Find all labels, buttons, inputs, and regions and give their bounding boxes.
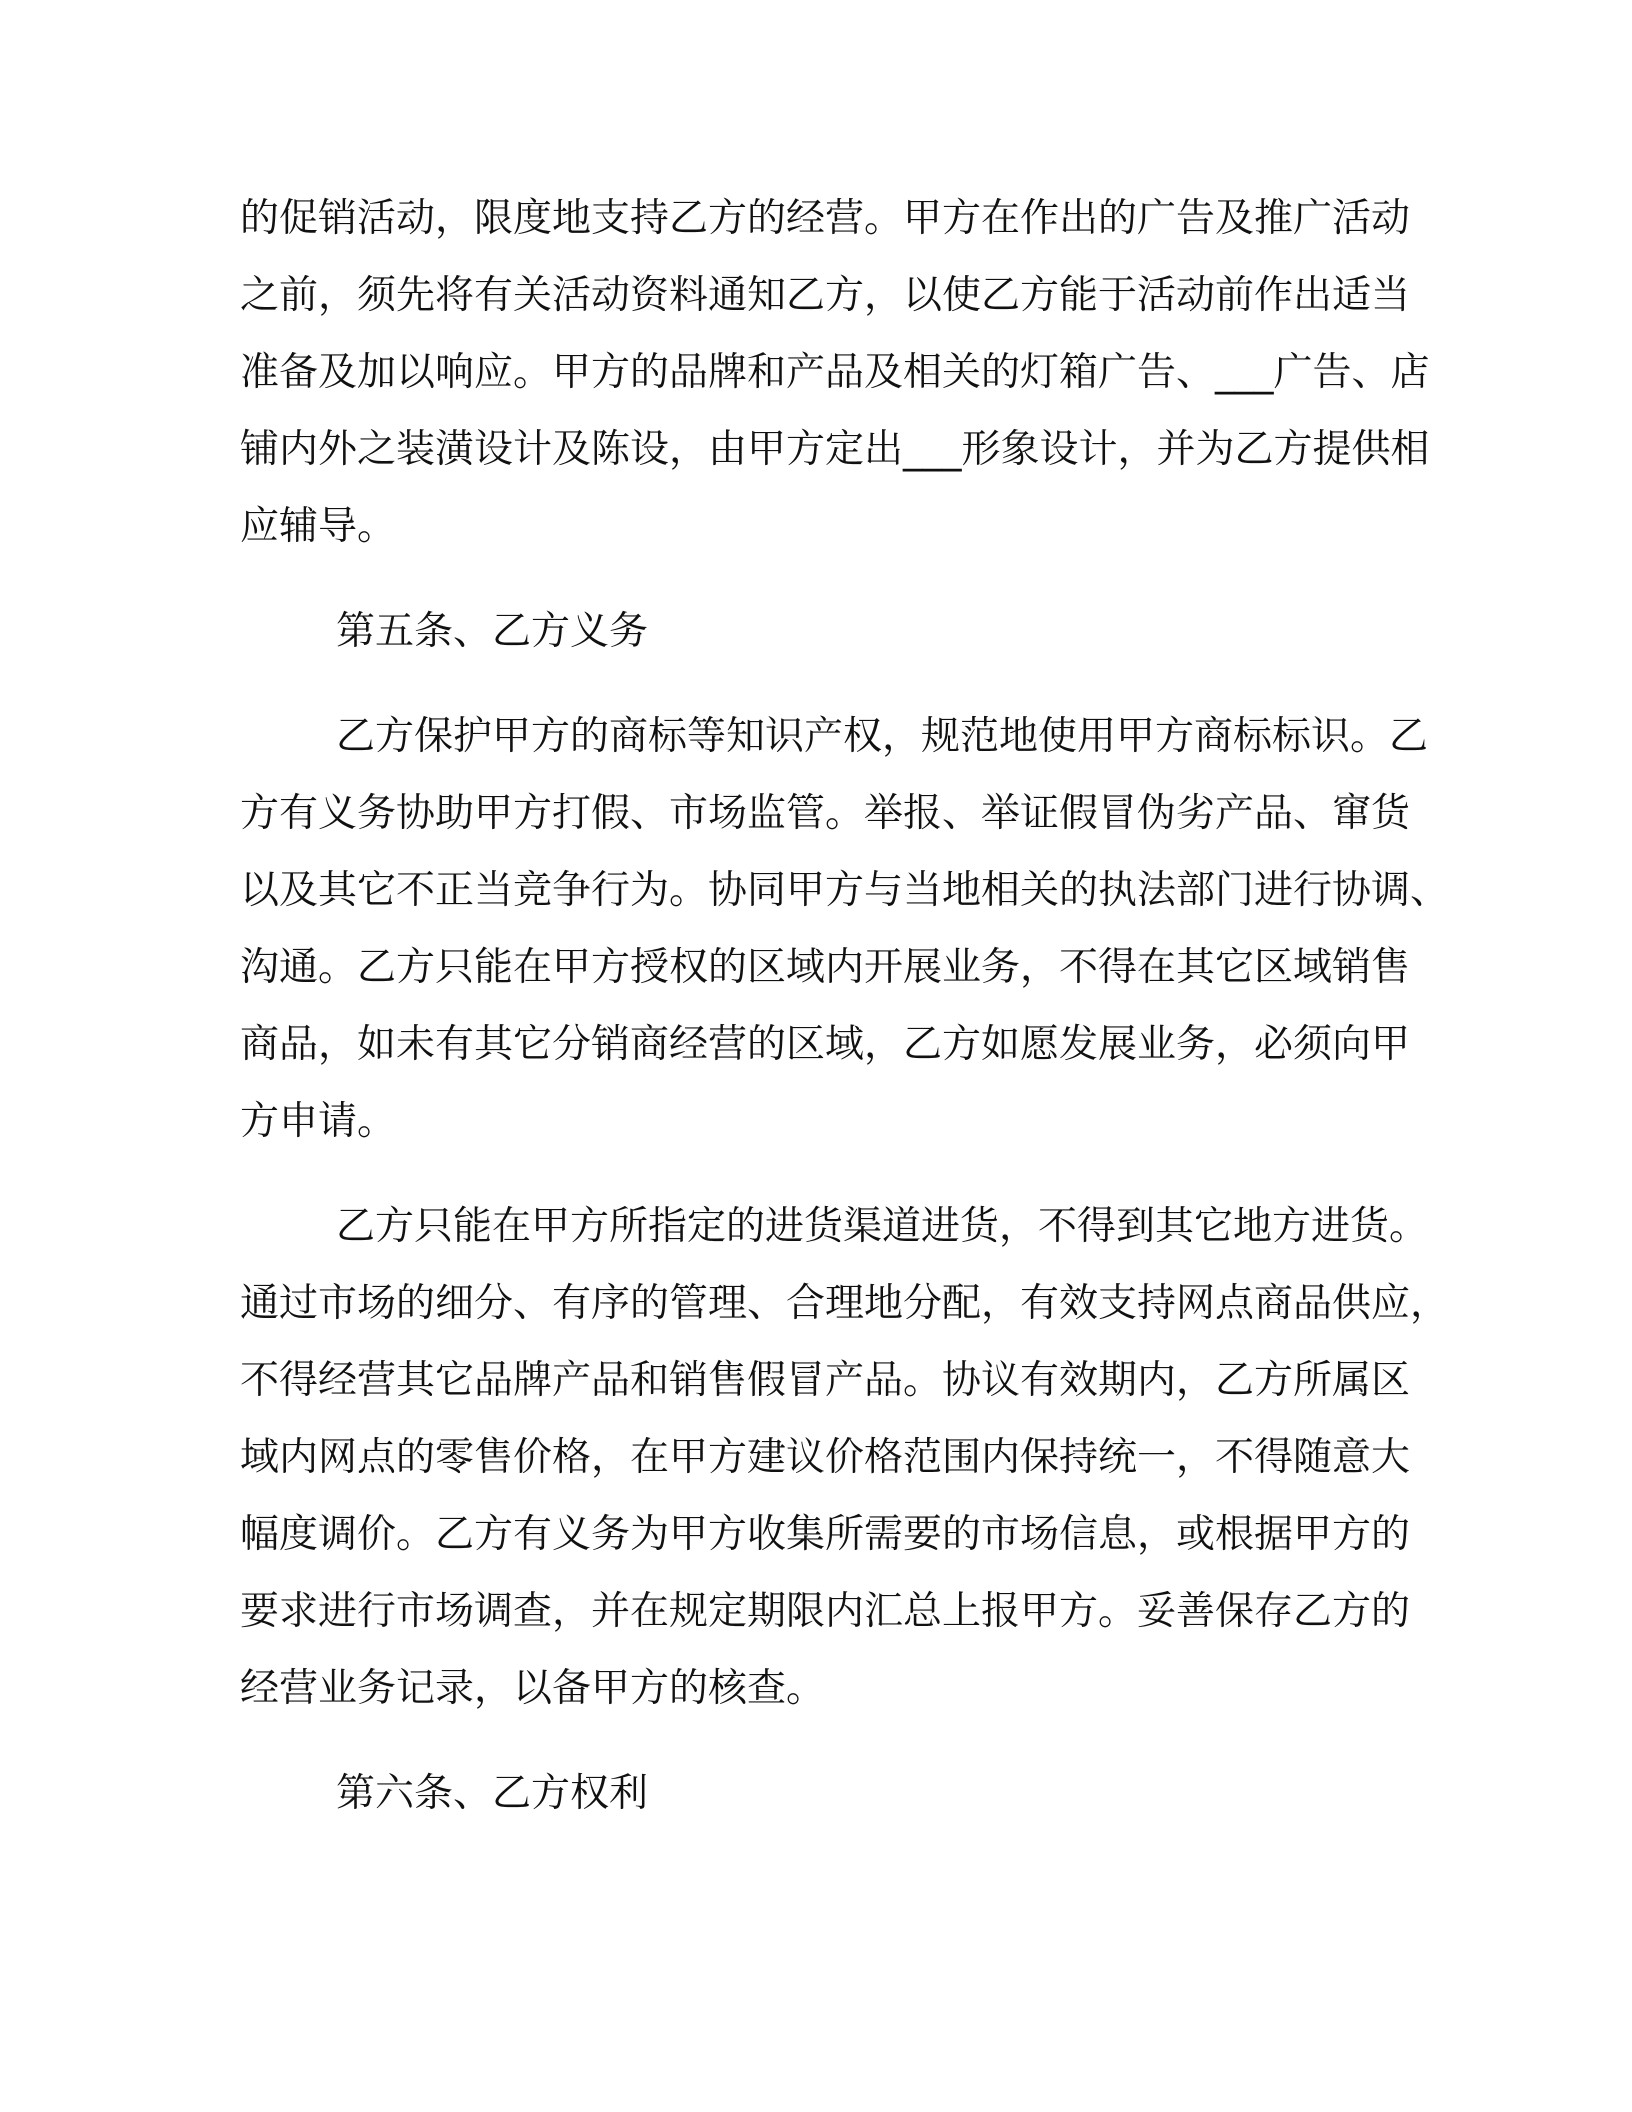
text-line: 商品，如未有其它分销商经营的区域，乙方如愿发展业务，必须向甲 <box>240 1022 1411 1067</box>
text-line: 铺内外之装潢设计及陈设，由甲方定出___形象设计，并为乙方提供相 <box>240 427 1430 472</box>
spacer <box>240 670 1400 698</box>
text-line: 的促销活动，限度地支持乙方的经营。甲方在作出的广告及推广活动 <box>240 196 1411 241</box>
text-line: 准备及加以响应。甲方的品牌和产品及相关的灯箱广告、___广告、店 <box>240 350 1430 395</box>
text-line: 应辅导。 <box>240 504 397 549</box>
document-body <box>240 180 1450 1832</box>
text-line: 幅度调价。乙方有义务为甲方收集所需要的市场信息，或根据甲方的 <box>240 1512 1411 1557</box>
text-line: 方申请。 <box>240 1099 397 1144</box>
spacer <box>240 1727 1400 1755</box>
spacer <box>240 565 1400 593</box>
paragraph-promotion-support <box>240 180 1430 565</box>
text-line: 要求进行市场调查，并在规定期限内汇总上报甲方。妥善保存乙方的 <box>240 1589 1411 1634</box>
text-line: 方有义务协助甲方打假、市场监管。举报、举证假冒伪劣产品、窜货 <box>240 791 1411 836</box>
section-heading-article-5: 第五条、乙方义务 <box>336 609 649 654</box>
text-line: 乙方保护甲方的商标等知识产权，规范地使用甲方商标标识。乙 <box>336 714 1429 759</box>
text-line: 以及其它不正当竞争行为。协同甲方与当地相关的执法部门进行协调、 <box>240 868 1450 913</box>
text-line: 之前，须先将有关活动资料通知乙方，以使乙方能于活动前作出适当 <box>240 273 1411 318</box>
text-line: 经营业务记录，以备甲方的核查。 <box>240 1666 826 1711</box>
section-heading-article-6: 第六条、乙方权利 <box>336 1771 649 1816</box>
text-line: 域内网点的零售价格，在甲方建议价格范围内保持统一，不得随意大 <box>240 1435 1411 1480</box>
paragraph-purchasing-channels <box>240 1188 1450 1727</box>
paragraph-party-b-obligations <box>240 698 1450 1160</box>
text-line: 乙方只能在甲方所指定的进货渠道进货，不得到其它地方进货。 <box>336 1204 1429 1249</box>
text-line: 沟通。乙方只能在甲方授权的区域内开展业务，不得在其它区域销售 <box>240 945 1411 990</box>
text-line: 不得经营其它品牌产品和销售假冒产品。协议有效期内，乙方所属区 <box>240 1358 1411 1403</box>
text-line: 通过市场的细分、有序的管理、合理地分配，有效支持网点商品供应， <box>240 1281 1450 1326</box>
spacer <box>240 1160 1400 1188</box>
